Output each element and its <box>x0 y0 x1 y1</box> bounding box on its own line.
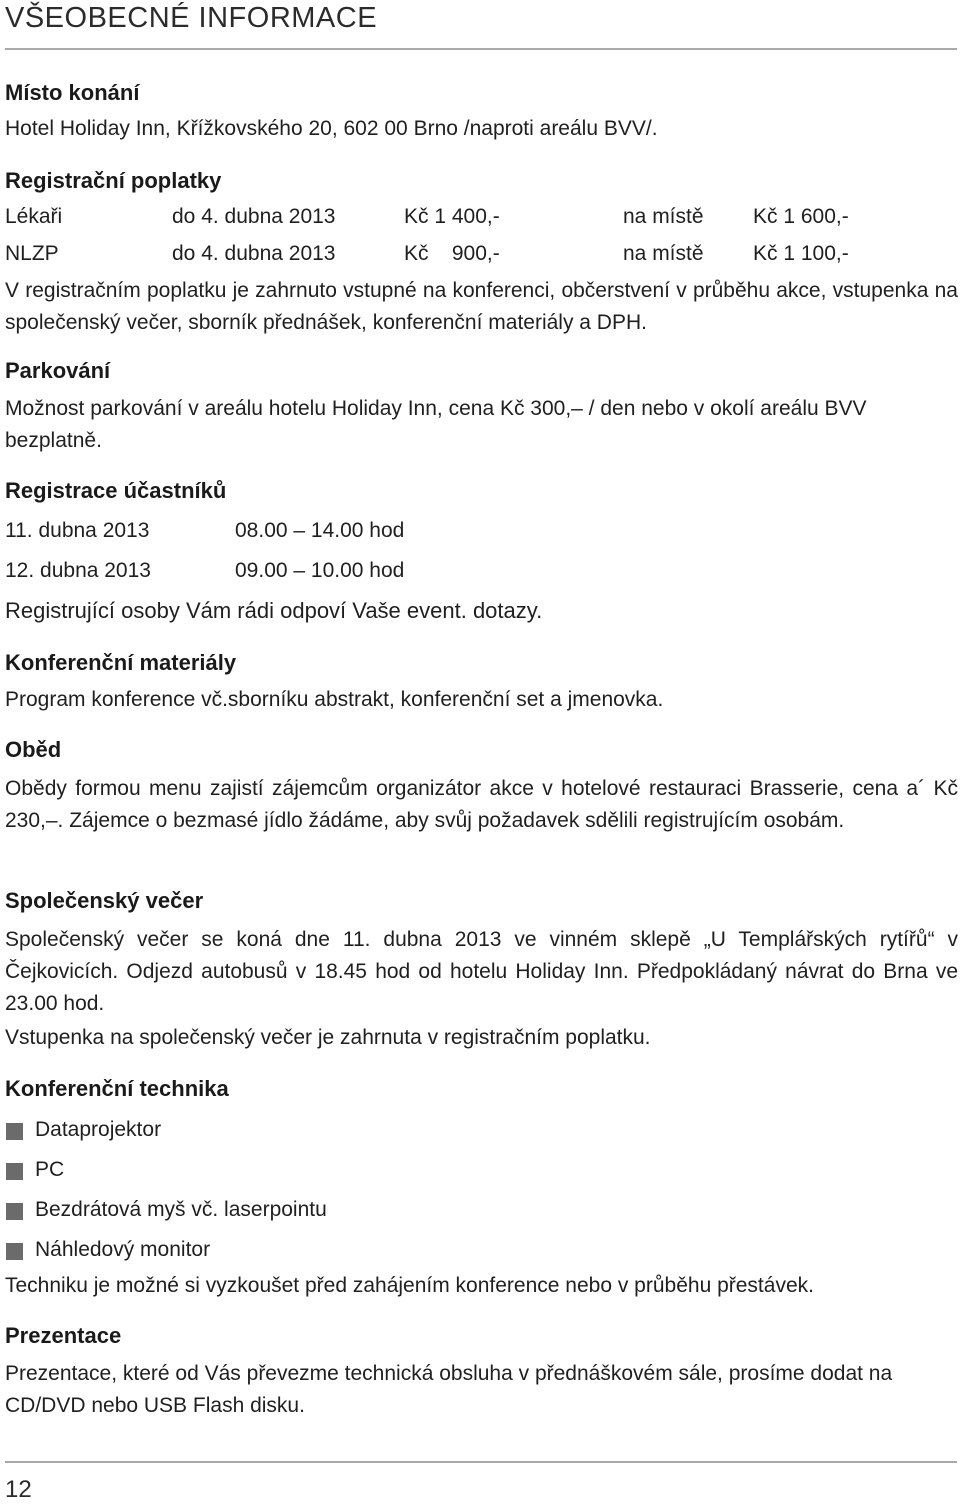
tech-heading: Konferenční technika <box>5 1076 229 1101</box>
materials-text: Program konference vč.sborníku abstrakt, konferenční set a jmenovka. <box>5 688 664 711</box>
presentations-text: Prezentace, které od Vás převezme technická obsluha v přednáškovém sále, prosíme dodat na CD/DVD nebo USB Flash disku. <box>5 1362 893 1417</box>
page-title: VŠEOBECNÉ INFORMACE <box>5 2 378 34</box>
square-bullet-icon <box>6 1243 23 1260</box>
fee-onsite: Kč 1 100,- <box>753 242 849 265</box>
square-bullet-icon <box>6 1203 23 1220</box>
venue-heading: Místo konání <box>5 80 140 105</box>
list-item-label: Dataprojektor <box>35 1118 162 1141</box>
tech-note: Techniku je možné si vyzkoušet před zahájením konference nebo v průběhu přestávek. <box>5 1274 814 1297</box>
list-item-label: PC <box>35 1158 65 1181</box>
fee-onsite-label: na místě <box>623 242 704 265</box>
fees-heading: Registrační poplatky <box>5 168 222 193</box>
fee-early: Kč 900,- <box>404 242 500 265</box>
fees-note: V registračním poplatku je zahrnuto vstupné na konferenci, občerstvení v průběhu akce, vstupenka na společenský večer, sborník přednášek, konferenční materiály a DPH. <box>5 279 958 334</box>
fee-early: Kč 1 400,- <box>404 205 500 228</box>
materials-heading: Konferenční materiály <box>5 650 237 675</box>
square-bullet-icon <box>6 1123 23 1140</box>
parking-text: Možnost parkování v areálu hotelu Holiday Inn, cena Kč 300,– / den nebo v okolí areálu BVV bezplatně. <box>5 397 867 452</box>
square-bullet-icon <box>6 1163 23 1180</box>
presentations-heading: Prezentace <box>5 1323 122 1348</box>
fee-group: Lékaři <box>5 205 63 228</box>
registration-heading: Registrace účastníků <box>5 478 227 503</box>
page-number: 12 <box>5 1476 32 1503</box>
footer-divider <box>5 1461 957 1463</box>
title-divider <box>5 48 957 50</box>
registration-date: 12. dubna 2013 <box>5 559 151 582</box>
social-ticket: Vstupenka na společenský večer je zahrnuta v registračním poplatku. <box>5 1026 651 1049</box>
fee-deadline: do 4. dubna 2013 <box>172 242 336 265</box>
fee-group: NLZP <box>5 242 59 265</box>
lunch-text: Obědy formou menu zajistí zájemcům organizátor akce v hotelové restauraci Brasserie, cena a´ Kč 230,–. Zájemce o bezmasé jídlo žádáme, aby svůj požadavek sdělili registrujícím osobám. <box>5 777 958 832</box>
registration-note: Registrující osoby Vám rádi odpoví Vaše event. dotazy. <box>5 598 543 623</box>
venue-text: Hotel Holiday Inn, Křížkovského 20, 602 00 Brno /naproti areálu BVV/. <box>5 117 658 140</box>
fee-deadline: do 4. dubna 2013 <box>172 205 336 228</box>
fee-onsite-label: na místě <box>623 205 704 228</box>
registration-time: 08.00 – 14.00 hod <box>235 519 405 542</box>
lunch-heading: Oběd <box>5 737 62 762</box>
list-item-label: Náhledový monitor <box>35 1238 211 1261</box>
social-heading: Společenský večer <box>5 888 204 913</box>
registration-time: 09.00 – 10.00 hod <box>235 559 405 582</box>
parking-heading: Parkování <box>5 358 111 383</box>
list-item-label: Bezdrátová myš vč. laserpointu <box>35 1198 327 1221</box>
registration-date: 11. dubna 2013 <box>5 519 150 542</box>
fee-onsite: Kč 1 600,- <box>753 205 849 228</box>
social-text: Společenský večer se koná dne 11. dubna 2013 ve vinném sklepě „U Templářských rytířů“ v Čejkovicích. Odjezd autobusů v 18.45 hod od hotelu Holiday Inn. Předpokládaný návrat do Brna ve 23.00 hod. <box>5 928 958 1015</box>
